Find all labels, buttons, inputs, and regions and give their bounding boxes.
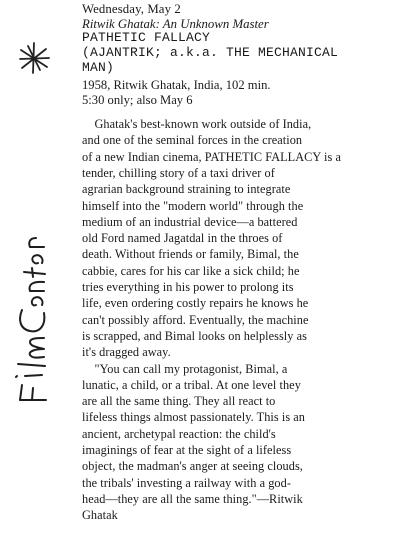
- description-line: the tribals' investing a railway with a god-: [82, 475, 291, 490]
- description-line: life, even ordering costly repairs he knows he: [82, 296, 309, 311]
- description-line: himself into the "modern world" through the: [82, 198, 304, 213]
- description-line: old Ford named Jagatdal in the throes of: [82, 231, 283, 246]
- description-line: of a new Indian cinema, PATHETIC FALLACY is a: [82, 149, 341, 164]
- description-line: medium of an industrial device—a battered: [82, 214, 298, 229]
- description-line: object, the madman's anger at seeing clouds,: [82, 459, 303, 474]
- description-line: Ghatak's best-known work outside of India,: [82, 117, 312, 131]
- description-line: imaginings of fear at the sight of a lifeless: [82, 443, 292, 457]
- description-line: are all the same thing. They all react to: [82, 394, 276, 409]
- description-line: death. Without friends or family, Bimal, the: [82, 247, 299, 262]
- description-line: tender, chilling story of a taxi driver of: [82, 165, 275, 180]
- film-listing-clipping: [82, 2, 400, 545]
- description-line: it's dragged away.: [82, 345, 171, 360]
- description-line: and one of the seminal forces in the creation: [82, 133, 303, 148]
- description-line: tries everything in his power to prolong its: [82, 280, 294, 294]
- description-line: lunatic, a child, or a tribal. At one level they: [82, 377, 301, 392]
- description-line: is scrapped, and Bimal looks on helplessly as: [82, 328, 307, 343]
- description-line: "You can call my protagonist, Bimal, a: [82, 361, 288, 376]
- screening-date: Wednesday, May 2: [82, 2, 181, 16]
- showtimes: 5:30 only; also May 6: [82, 93, 193, 107]
- handwritten-star-icon: [16, 40, 52, 76]
- description-line: ancient, archetypal reaction: the child's: [82, 426, 276, 441]
- description-line: agrarian background straining to integrate: [82, 182, 291, 197]
- description-line: can't possibly afford. Eventually, the machine: [82, 312, 309, 327]
- film-title: PATHETIC FALLACY: [82, 30, 211, 45]
- description-line: Ghatak: [82, 508, 118, 523]
- description-line: cabbie, cares for his car like a sick child; he: [82, 263, 300, 278]
- film-aka-line-1: (AJANTRIK; a.k.a. THE MECHANICAL: [82, 45, 339, 60]
- series-title: Ritwik Ghatak: An Unknown Master: [82, 17, 269, 31]
- film-aka-line-2: MAN): [82, 60, 115, 75]
- description-line: lifeless things almost passionately. This is an: [82, 410, 305, 425]
- description-line: head—they are all the same thing."—Ritwik: [82, 491, 303, 506]
- handwritten-film-center-note: [8, 225, 58, 405]
- film-info: 1958, Ritwik Ghatak, India, 102 min.: [82, 78, 271, 92]
